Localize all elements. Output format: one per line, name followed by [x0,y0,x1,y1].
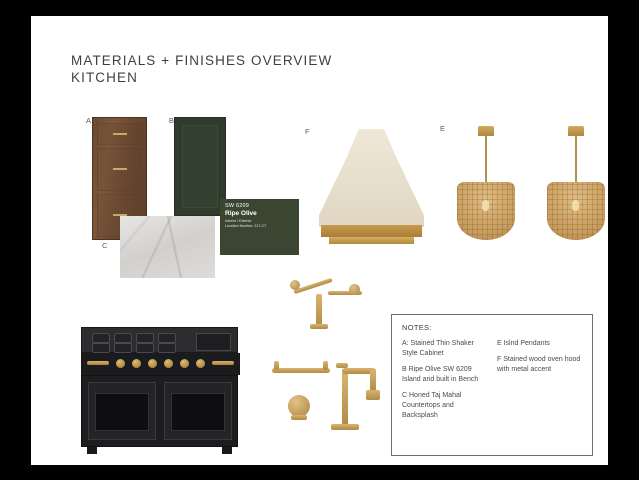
knob-head [288,395,310,417]
faucet-spout [370,370,376,392]
cooktop-burner [136,343,154,353]
oven-window [171,393,225,431]
cooktop-burner [114,343,132,353]
page-title [71,52,332,86]
pendant-light-left [449,120,523,245]
note-item: A: Stained Thin Shaker Style Cabinet [402,340,474,357]
range-handle-left [87,361,109,365]
range-knob [148,359,157,368]
notes-columns [402,339,582,427]
cabinet-drawer-top [97,123,142,145]
cooktop-burner [158,333,176,343]
notes-heading: NOTES: [402,323,432,332]
range-handle-right [212,361,234,365]
cooktop-burner [158,343,176,353]
range-body [81,375,238,447]
paint-chip-meta-1: Interior / Exterior [225,219,252,223]
hood-lip [329,237,414,244]
paint-chip-name: Ripe Olive [225,210,257,217]
oven-door-right [164,382,232,440]
range-foot-right [222,447,232,454]
pull-post-left [274,361,279,370]
label-a: A [86,116,92,125]
cooktop-griddle [196,333,231,351]
pull-post-right [323,361,328,370]
oven-hood-image [319,129,424,248]
range-knob [164,359,173,368]
knob-base [291,415,307,420]
cabinet-handle [113,168,127,170]
pendant-light-right [539,120,613,245]
board-page [31,16,608,465]
faucet-column [342,372,348,427]
range-knob [116,359,125,368]
range-knob [180,359,189,368]
cabinet-door-inset [182,125,218,208]
range-cooker-image [81,327,238,454]
pendant-bulb [482,200,489,211]
cooktop-burner [136,333,154,343]
pot-filler-handle [349,284,360,295]
pendant-woven-shade [547,182,605,240]
note-item: F Stained wood oven hood with metal accent [497,356,581,373]
paint-chip [220,199,299,255]
range-knob [132,359,141,368]
label-c: C [102,241,108,250]
pendant-canopy [568,126,584,136]
pendant-canopy [478,126,494,136]
faucet-base-plate [331,424,359,430]
pot-filler-stem [316,294,322,328]
label-f: F [305,127,310,136]
cooktop-burner [92,333,110,343]
paint-chip-meta-2: Location Number: 217-C7 [225,224,267,228]
note-item: B Ripe Olive SW 6209 Island and built in Bench [402,366,479,383]
pot-filler-spout [310,324,328,329]
cabinet-handle [113,133,127,135]
cabinet-drawer-middle [97,148,142,191]
swatch-green-cabinet-door [174,117,226,216]
cooktop-burner [114,333,132,343]
label-e: E [440,124,446,133]
pendant-cord [485,136,487,184]
title-line-1: MATERIALS + FINISHES OVERVIEW [71,53,333,68]
paint-chip-code: SW 6209 [225,203,250,209]
label-b: B [169,116,175,125]
oven-window [95,393,149,431]
swatch-honed-marble [120,216,215,278]
oven-door-left [88,382,156,440]
range-control-panel [81,353,240,375]
cooktop-burner [92,343,110,353]
pendant-cord [575,136,577,184]
pendant-woven-shade [457,182,515,240]
pendant-bulb [572,200,579,211]
range-cooktop [81,327,238,353]
title-line-2: KITCHEN [71,70,138,85]
note-item: E Islnd Pendants [497,340,550,347]
notes-column-left [402,339,487,427]
pull-bar [272,368,330,373]
range-knob [196,359,205,368]
pot-filler-wall-mount [290,280,300,290]
hood-body [319,129,424,227]
faucet-handle [336,363,348,368]
range-foot-left [87,447,97,454]
notes-column-right [497,339,582,427]
hood-metal-band [321,225,422,237]
faucet-sprayer-head [366,390,380,400]
note-item: C Honed Taj Mahal Countertops and Backsplash [402,392,462,419]
notes-box [391,314,593,456]
